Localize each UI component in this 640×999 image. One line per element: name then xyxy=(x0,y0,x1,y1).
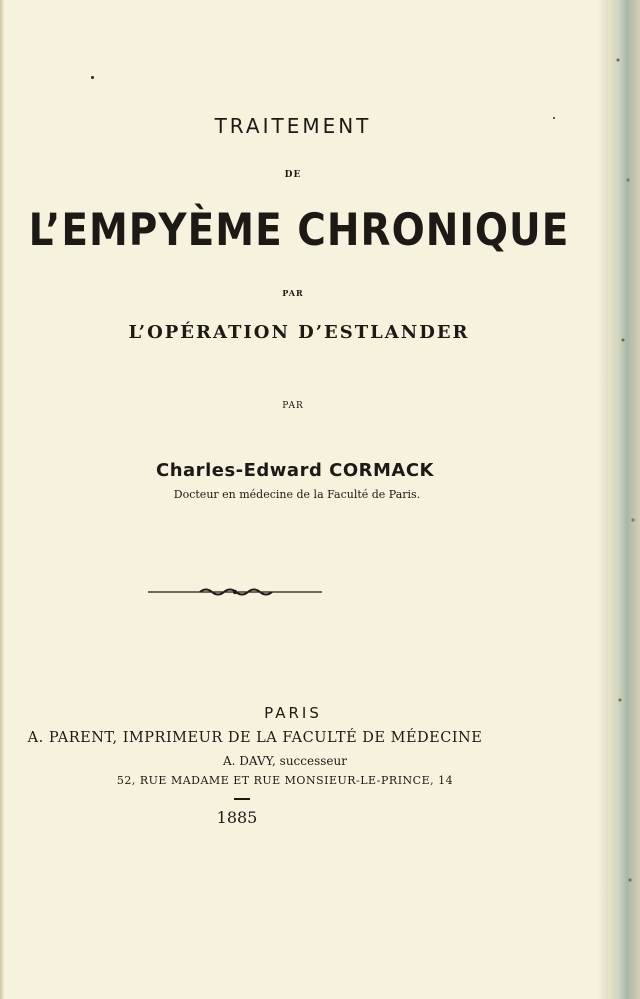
ornament-divider-icon xyxy=(148,586,322,598)
heading-connector: DE xyxy=(284,170,302,180)
year-rule xyxy=(234,798,250,800)
by-connector-2: PAR xyxy=(282,401,304,411)
imprint-city: PARIS xyxy=(264,704,322,722)
publication-year: 1885 xyxy=(216,808,258,827)
ink-speck xyxy=(91,76,94,79)
imprint-address: 52, RUE MADAME ET RUE MONSIEUR-LE-PRINCE, 14 xyxy=(116,774,454,787)
subtitle: L’OPÉRATION D’ESTLANDER xyxy=(128,322,470,343)
author-name: Charles-Edward CORMACK xyxy=(156,460,434,481)
author-credential: Docteur en médecine de la Faculté de Paris. xyxy=(173,488,421,501)
main-title: L’EMPYÈME CHRONIQUE xyxy=(28,204,570,257)
by-connector-1: PAR xyxy=(282,288,304,298)
imprint-publisher: A. PARENT, IMPRIMEUR DE LA FACULTÉ DE MÉDECINE xyxy=(27,730,483,746)
imprint-successor: A. DAVY, successeur xyxy=(223,754,347,768)
heading-line-1: TRAITEMENT xyxy=(214,114,372,138)
page-right-edge xyxy=(608,0,640,999)
